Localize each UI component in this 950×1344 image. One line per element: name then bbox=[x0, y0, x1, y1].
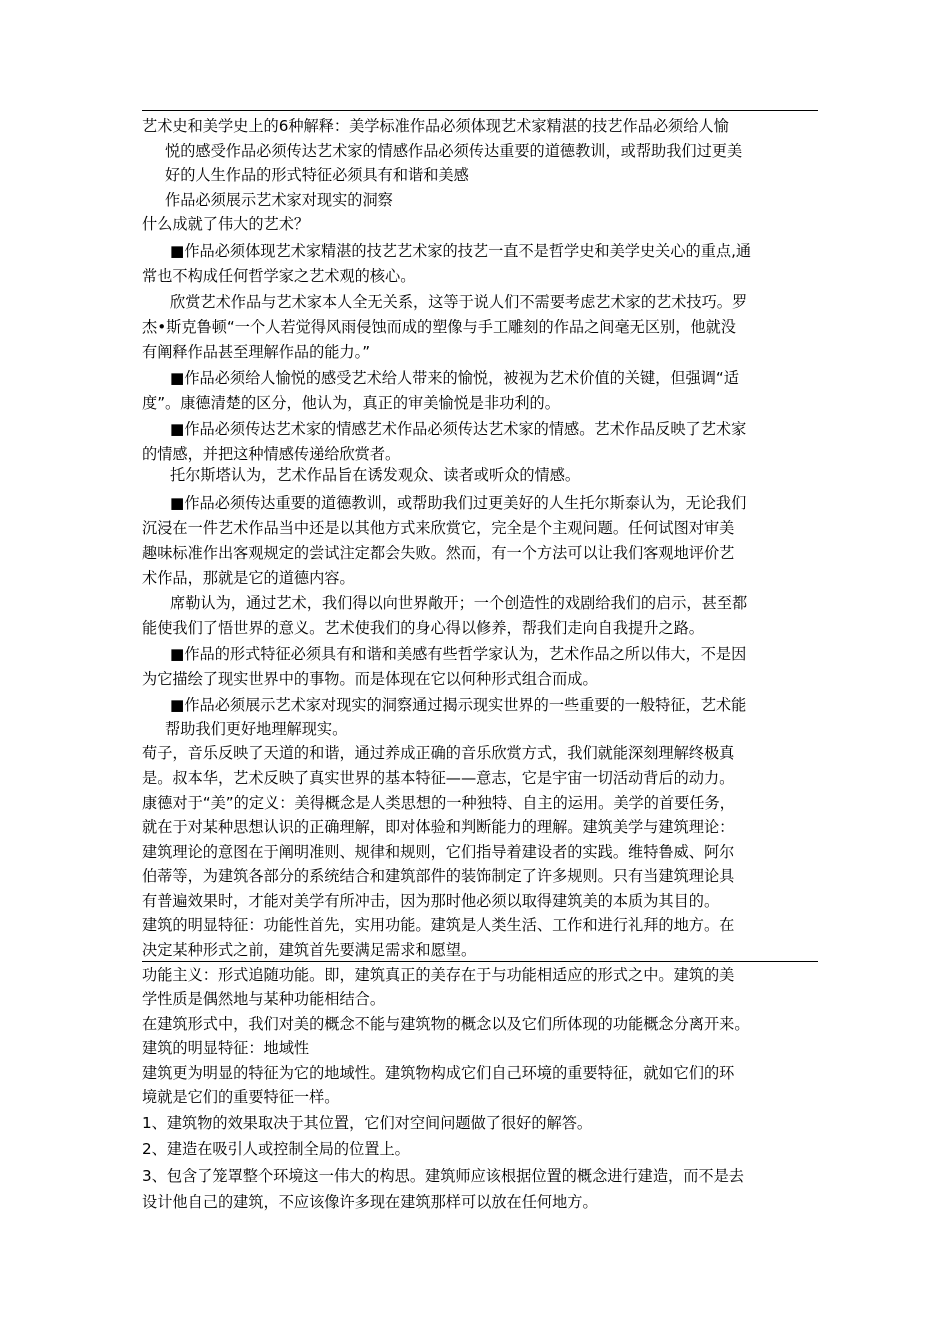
text-line: 决定某种形式之前，建筑首先要满足需求和愿望。 bbox=[142, 941, 477, 959]
text-line: 有普遍效果时，才能对美学有所冲击，因为那时他必须以取得建筑美的本质为其目的。 bbox=[142, 892, 720, 910]
text-line: 作品必须展示艺术家对现实的洞察 bbox=[165, 191, 393, 209]
text-line: 就在于对某种思想认识的正确理解，即对体验和判断能力的理解。建筑美学与建筑理论： bbox=[142, 818, 735, 836]
text-line: 建筑的明显特征：功能性首先，实用功能。建筑是人类生活、工作和进行礼拜的地方。在 bbox=[142, 916, 735, 934]
text-line: 的情感，并把这种情感传递给欣赏者。 bbox=[142, 445, 401, 463]
text-line: ■作品必须展示艺术家对现实的洞察通过揭示现实世界的一些重要的一般特征，艺术能 bbox=[170, 696, 747, 714]
list-item: 2、建造在吸引人或控制全局的位置上。 bbox=[142, 1140, 410, 1158]
text-line: 荀子，音乐反映了天道的和谐，通过养成正确的音乐欣赏方式，我们就能深刻理解终极真 bbox=[142, 744, 735, 762]
text-line: 帮助我们更好地理解现实。 bbox=[165, 720, 348, 738]
text-line: 趣味标准作出客观规定的尝试注定都会失败。然而，有一个方法可以让我们客观地评价艺 bbox=[142, 544, 735, 562]
text-line: 杰•斯克鲁顿“一个人若觉得风雨侵蚀而成的塑像与手工雕刻的作品之间毫无区别，他就没 bbox=[142, 318, 736, 336]
text-line: 是。叔本华，艺术反映了真实世界的基本特征——意志，它是宇宙一切活动背后的动力。 bbox=[142, 769, 735, 787]
text-line: 沉浸在一件艺术作品当中还是以其他方式来欣赏它，完全是个主观问题。任何试图对审美 bbox=[142, 519, 735, 537]
text-line: ■作品必须传达艺术家的情感艺术作品必须传达艺术家的情感。艺术作品反映了艺术家 bbox=[170, 420, 747, 438]
section-heading: 什么成就了伟大的艺术？ bbox=[142, 215, 310, 233]
text-line: 艺术史和美学史上的6种解释：美学标准作品必须体现艺术家精湛的技艺作品必须给人愉 bbox=[142, 117, 729, 135]
section-rule bbox=[142, 961, 818, 962]
text-line: ■作品的形式特征必须具有和谐和美感有些哲学家认为，艺术作品之所以伟大，不是因 bbox=[170, 645, 747, 663]
text-line: 悦的感受作品必须传达艺术家的情感作品必须传达重要的道德教训，或帮助我们过更美 bbox=[165, 142, 743, 160]
list-item: 1、建筑物的效果取决于其位置，它们对空间问题做了很好的解答。 bbox=[142, 1114, 593, 1132]
text-line: 学性质是偶然地与某种功能相结合。 bbox=[142, 990, 385, 1008]
text-line: 境就是它们的重要特征一样。 bbox=[142, 1088, 340, 1106]
text-line: 席勒认为，通过艺术，我们得以向世界敞开；一个创造性的戏剧给我们的启示，甚至都 bbox=[170, 594, 748, 612]
text-line: 建筑的明显特征：地域性 bbox=[142, 1039, 310, 1057]
list-item: 3、包含了笼罩整个环境这一伟大的构思。建筑师应该根据位置的概念进行建造，而不是去 bbox=[142, 1167, 744, 1185]
text-line: 能使我们了悟世界的意义。艺术使我们的身心得以修养，帮我们走向自我提升之路。 bbox=[142, 619, 704, 637]
text-line: 功能主义：形式追随功能。即，建筑真正的美存在于与功能相适应的形式之中。建筑的美 bbox=[142, 966, 735, 984]
text-line: 建筑更为明显的特征为它的地域性。建筑物构成它们自己环境的重要特征，就如它们的环 bbox=[142, 1064, 735, 1082]
top-rule bbox=[142, 110, 818, 111]
text-line: 术作品，那就是它的道德内容。 bbox=[142, 569, 355, 587]
text-line: 托尔斯塔认为，艺术作品旨在诱发观众、读者或听众的情感。 bbox=[170, 466, 581, 484]
text-line: 度”。康德清楚的区分，他认为，真正的审美愉悦是非功利的。 bbox=[142, 394, 560, 412]
list-item: 设计他自己的建筑，不应该像许多现在建筑那样可以放在任何地方。 bbox=[142, 1193, 598, 1211]
text-line: 好的人生作品的形式特征必须具有和谐和美感 bbox=[165, 166, 469, 184]
text-line: 伯蒂等，为建筑各部分的系统结合和建筑部件的装饰制定了许多规则。只有当建筑理论具 bbox=[142, 867, 735, 885]
text-line: 常也不构成任何哲学家之艺术观的核心。 bbox=[142, 267, 416, 285]
text-line: 为它描绘了现实世界中的事物。而是体现在它以何种形式组合而成。 bbox=[142, 670, 598, 688]
text-line: ■作品必须给人愉悦的感受艺术给人带来的愉悦，被视为艺术价值的关键，但强调“适 bbox=[170, 369, 739, 387]
text-line: 建筑理论的意图在于阐明准则、规律和规则，它们指导着建设者的实践。维特鲁威、阿尔 bbox=[142, 843, 735, 861]
text-line: ■作品必须体现艺术家精湛的技艺艺术家的技艺一直不是哲学史和美学史关心的重点,通 bbox=[170, 242, 752, 260]
text-line: ■作品必须传达重要的道德教训，或帮助我们过更美好的人生托尔斯泰认为，无论我们 bbox=[170, 494, 747, 512]
text-line: 有阐释作品甚至理解作品的能力。” bbox=[142, 343, 371, 361]
text-line: 在建筑形式中，我们对美的概念不能与建筑物的概念以及它们所体现的功能概念分离开来。 bbox=[142, 1015, 750, 1033]
text-line: 欣赏艺术作品与艺术家本人全无关系，这等于说人们不需要考虑艺术家的艺术技巧。罗 bbox=[170, 293, 748, 311]
text-line: 康德对于“美”的定义：美得概念是人类思想的一种独特、自主的运用。美学的首要任务， bbox=[142, 794, 735, 812]
